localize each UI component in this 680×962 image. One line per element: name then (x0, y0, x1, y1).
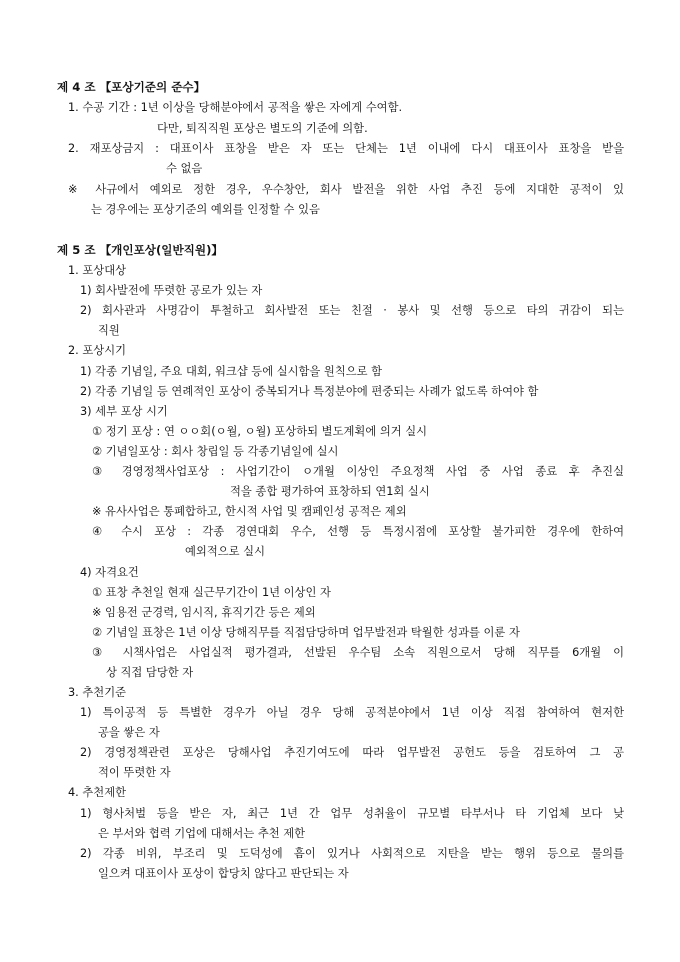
section-2-item-2: 2) 각종 기념일 등 연례적인 포상이 중복되거나 특정분야에 편중되는 사례가 없도록 하여야 함 (80, 385, 539, 398)
timing-circle-4-line-2: 예외적으로 실시 (185, 545, 265, 558)
article-4-note-line-2: 는 경우에는 포상기준의 예외를 인정할 수 있음 (91, 203, 320, 216)
article-4-heading: 제 4 조 【포상기준의 준수】 (57, 80, 206, 94)
section-2-title: 2. 포상시기 (68, 344, 127, 357)
article-4-item-2-line-2: 수 없음 (166, 162, 203, 175)
article-4-item-1-line-2: 다만, 퇴직직원 포상은 별도의 기준에 의함. (157, 122, 368, 135)
article-4-note-line-1: ※ 사규에서 예외로 정한 경우, 우수창안, 회사 발전을 위한 사업 추진 등에 지대한 공적이 있 (68, 183, 624, 196)
section-4-item-2-line-1: 2) 각종 비위, 부조리 및 도덕성에 흠이 있거나 사회적으로 지탄을 받는 행위 등으로 물의를 (80, 847, 624, 860)
section-1-title: 1. 포상대상 (68, 264, 127, 277)
section-1-item-2-line-2: 직원 (98, 324, 120, 337)
section-1-item-1: 1) 회사발전에 뚜렷한 공로가 있는 자 (80, 284, 263, 297)
qualification-circle-3-line-1: ③ 시책사업은 사업실적 평가결과, 선발된 우수팀 소속 직원으로서 당해 직무를 6개월 이 (92, 646, 624, 659)
section-4-item-2-line-2: 일으켜 대표이사 포상이 합당치 않다고 판단되는 자 (98, 867, 349, 880)
section-2-item-1: 1) 각종 기념일, 주요 대회, 워크샵 등에 실시함을 원칙으로 함 (80, 365, 383, 378)
section-1-item-2-line-1: 2) 회사관과 사명감이 투철하고 회사발전 또는 친절 · 봉사 및 선행 등으로 타의 귀감이 되는 (80, 304, 624, 317)
qualification-circle-2: ② 기념일 표창은 1년 이상 당해직무를 직접담당하며 업무발전과 탁월한 성과를 이룬 자 (92, 626, 520, 639)
timing-circle-3-line-1: ③ 경영정책사업포상 : 사업기간이 ㅇ개월 이상인 주요정책 사업 중 사업 종료 후 추진실 (92, 465, 624, 478)
timing-circle-1: ① 정기 포상 : 연 ㅇㅇ회(ㅇ월, ㅇ월) 포상하되 별도계획에 의거 실시 (92, 425, 428, 438)
section-4-title: 4. 추천제한 (68, 786, 127, 799)
article-4-item-2-line-1: 2. 재포상금지 : 대표이사 표창을 받은 자 또는 단체는 1년 이내에 다시 대표이사 표창을 받을 (68, 142, 624, 155)
section-3-item-1-line-2: 공을 쌓은 자 (98, 726, 160, 739)
section-4-item-1-line-1: 1) 형사처벌 등을 받은 자, 최근 1년 간 업무 성취율이 규모별 타부서나 타 기업체 보다 낮 (80, 807, 624, 820)
timing-circle-3-line-2: 적을 종합 평가하여 표창하되 연1회 실시 (230, 485, 430, 498)
qualification-circle-1: ① 표창 추천일 현재 실근무기간이 1년 이상인 자 (92, 586, 331, 599)
timing-circle-3-note: ※ 유사사업은 통폐합하고, 한시적 사업 및 캠페인성 공적은 제외 (92, 505, 407, 518)
section-2-item-3: 3) 세부 포상 시기 (80, 405, 168, 418)
section-3-item-1-line-1: 1) 특이공적 등 특별한 경우가 아닐 경우 당해 공적분야에서 1년 이상 직접 참여하여 현저한 (80, 706, 624, 719)
timing-circle-4-line-1: ④ 수시 포상 : 각종 경연대회 우수, 선행 등 특정시점에 포상할 불가피한 경우에 한하여 (92, 525, 624, 538)
section-3-item-2-line-1: 2) 경영정책관련 포상은 당해사업 추진기여도에 따라 업무발전 공헌도 등을 검토하여 그 공 (80, 746, 624, 759)
section-3-item-2-line-2: 적이 뚜렷한 자 (98, 766, 171, 779)
section-2-item-4: 4) 자격요건 (80, 566, 139, 579)
timing-circle-2: ② 기념일포상 : 회사 창립일 등 각종기념일에 실시 (92, 445, 339, 458)
article-4-item-1-line-1: 1. 수공 기간 : 1년 이상을 당해분야에서 공적을 쌓은 자에게 수여함. (68, 101, 403, 114)
article-5-heading: 제 5 조 【개인포상(일반직원)】 (57, 243, 223, 257)
section-4-item-1-line-2: 은 부서와 협력 기업에 대해서는 추천 제한 (98, 827, 306, 840)
qualification-circle-3-line-2: 상 직접 담당한 자 (106, 666, 194, 679)
qualification-circle-1-note: ※ 임용전 군경력, 임시직, 휴직기간 등은 제외 (92, 606, 316, 619)
section-3-title: 3. 추천기준 (68, 686, 127, 699)
